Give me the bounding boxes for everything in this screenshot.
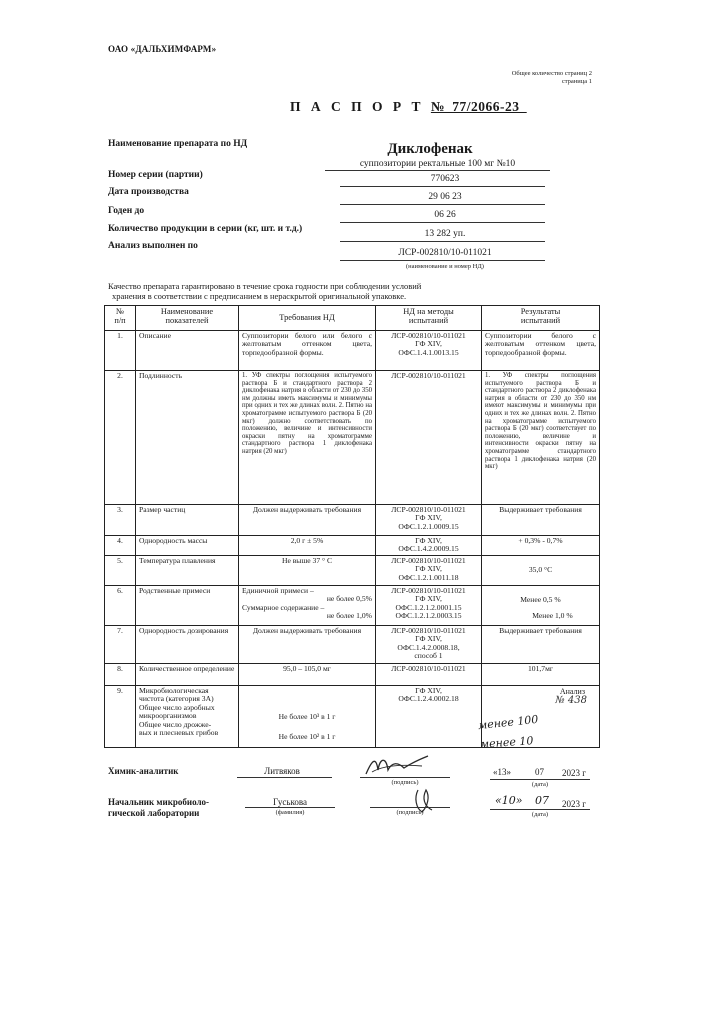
analysis-value: ЛСР-002810/10-011021 [398, 248, 492, 258]
row-requirement: 95,0 – 105,0 мг [239, 664, 376, 686]
row-requirement: Должен выдерживать требования [239, 505, 376, 536]
table-row [105, 536, 600, 556]
head-date-month: 07 [535, 794, 549, 807]
table-row [105, 331, 600, 371]
handwritten-result-a: менее 100 [477, 712, 539, 733]
date-caption: (дата) [531, 781, 549, 788]
chemist-date-year: 2023 г [562, 768, 586, 778]
row-methods: ЛСР-002810/10-011021 ГФ XIV, ОФС.1.4.2.0008.18, способ 1 [376, 626, 482, 664]
analysis-note: (наименование и номер НД) [406, 263, 484, 270]
production-date-value: 29 06 23 [428, 192, 462, 202]
production-date-label: Дата производства [108, 187, 189, 197]
row-requirement: 1. УФ спектры поглощения испытуемого раствора Б и стандартного раствора 2 диклофенака натрия в области от 230 до 350 нм должны иметь максимумы и минимумы при одних и тех же длинах волн. 2. Пятно на хроматограмме испытуемого раствора Б (20 мкг) должно соответствовать по положению, величине и интенсивности окраски пятну на хроматограмме стандартного раствора 1 диклофенака натрия (20 мкг) [239, 371, 376, 505]
quality-table [104, 305, 600, 748]
row-name: Однородность массы [136, 536, 239, 556]
head-name: Гуськова [272, 797, 307, 807]
row-methods: ГФ XIV, ОФС.1.2.4.0002.18 [376, 686, 482, 748]
divider [490, 779, 590, 780]
signature-caption: (подпись) [396, 809, 424, 816]
guarantee-line-1: Качество препарата гарантировано в течение срока годности при соблюдении условий [108, 281, 422, 291]
divider [360, 777, 450, 778]
divider [245, 807, 335, 808]
chemist-signature-icon [362, 750, 432, 780]
row-name: Температура плавления [136, 556, 239, 586]
row-requirement: Единичной примеси – не более 0,5% Суммарное содержание – не более 1,0% [239, 586, 376, 626]
series-label: Номер серии (партии) [108, 170, 203, 180]
row-requirement: Не выше 37 ° С [239, 556, 376, 586]
row-num: 8. [105, 664, 136, 686]
divider [340, 222, 545, 223]
divider [340, 260, 545, 261]
divider [340, 204, 545, 205]
row-requirement: 2,0 г ± 5% [239, 536, 376, 556]
passport-number: №_77/2066-23_ [430, 99, 527, 114]
table-row [105, 505, 600, 536]
row-result: Суппозитории белого с желтоватым оттенком цвета, торпедообразной формы. [482, 331, 600, 371]
table-row [105, 371, 600, 505]
divider [340, 241, 545, 242]
document-title [290, 99, 527, 115]
row-num: 9. [105, 686, 136, 748]
company-name: ОАО «ДАЛЬХИМФАРМ» [108, 44, 217, 54]
head-date-year: 2023 г [562, 799, 586, 809]
row-methods: ЛСР-002810/10-011021 [376, 371, 482, 505]
row-num: 7. [105, 626, 136, 664]
guarantee-line-2: хранения в соответствии с предписанием в нераскрытой оригинальной упаковке. [112, 291, 407, 301]
col-results-header: Результаты испытаний [482, 306, 600, 331]
row-name: Размер частиц [136, 505, 239, 536]
quantity-label: Количество продукции в серии (кг, шт. и т.д.) [108, 224, 303, 234]
divider [325, 170, 550, 171]
row-name: Микробиологическая чистота (категория 3А) Общее число аэробных микроорганизмов Общее число дрожже- вых и плесневых грибов [136, 686, 239, 748]
chemist-label: Химик-аналитик [108, 766, 179, 776]
row-methods: ЛСР-002810/10-011021 ГФ XIV, ОФС.1.2.1.0011.18 [376, 556, 482, 586]
page-total: Общее количество страниц 2 [511, 70, 592, 77]
page-current: страница 1 [561, 78, 592, 85]
expiry-value: 06 26 [434, 210, 456, 220]
row-methods: ГФ XIV, ОФС.1.4.2.0009.15 [376, 536, 482, 556]
chemist-name: Литвяков [264, 766, 300, 776]
col-name-header: Наименование показателей [136, 306, 239, 331]
page-count [512, 70, 592, 86]
row-result: Менее 0,5 % Менее 1,0 % [482, 586, 600, 626]
col-req-header: Требования НД [239, 306, 376, 331]
expiry-label: Годен до [108, 206, 145, 216]
date-caption: (дата) [531, 811, 549, 818]
quantity-value: 13 282 уп. [424, 229, 466, 239]
row-num: 6. [105, 586, 136, 626]
table-row [105, 664, 600, 686]
row-requirement: Суппозитории белого или белого с желтоватым оттенком цвета, торпедообразной формы. [239, 331, 376, 371]
drug-name: Диклофенак [387, 141, 473, 157]
row-methods: ЛСР-002810/10-011021 ГФ XIV, ОФС.1.2.1.2.0001.15 ОФС.1.2.1.2.0003.15 [376, 586, 482, 626]
row-result: 101,7мг [482, 664, 600, 686]
row-result: 35,0 °С [482, 556, 600, 586]
row-name: Количественное определение [136, 664, 239, 686]
row-requirement: Не более 10³ в 1 г Не более 10² в 1 г [239, 686, 376, 748]
head-label: Начальник микробиоло- гической лаборатории [108, 797, 210, 818]
head-date-day: «10» [495, 794, 523, 807]
row-num: 1. [105, 331, 136, 371]
col-methods-header: НД на методы испытаний [376, 306, 482, 331]
table-row [105, 556, 600, 586]
drug-name-label: Наименование препарата по НД [108, 139, 248, 149]
row-result: + 0,3% - 0,7% [482, 536, 600, 556]
table-header-row [105, 306, 600, 331]
row-requirement: Должен выдерживать требования [239, 626, 376, 664]
row-num: 3. [105, 505, 136, 536]
row-methods: ЛСР-002810/10-011021 ГФ XIV, ОФС.1.4.1.0013.15 [376, 331, 482, 371]
guarantee-text [108, 281, 421, 301]
drug-form: суппозитории ректальные 100 мг №10 [359, 159, 516, 169]
row-name: Родственные примеси [136, 586, 239, 626]
row-methods: ЛСР-002810/10-011021 [376, 664, 482, 686]
chemist-date-month: 07 [535, 767, 544, 777]
row-result: Выдерживает требования [482, 505, 600, 536]
divider [237, 777, 332, 778]
row-name: Однородность дозирования [136, 626, 239, 664]
analysis-label: Анализ выполнен по [108, 241, 198, 251]
chemist-date-day: «13» [493, 767, 511, 777]
table-row [105, 626, 600, 664]
row-result: Выдерживает требования [482, 626, 600, 664]
surname-caption: (фамилия) [275, 809, 305, 816]
row-result: 1. УФ спектры поглощения испытуемого раствора Б и стандартного раствора 2 диклофенака натрия в области от 230 до 350 нм имеют максимумы и минимумы при одних и тех же длинах волн. 2. Пятно на хроматограмме испытуемого раствора Б (20 мкг) соответствует по положению, величине и интенсивности окраски пятну на хроматограмме стандартного раствора 1 диклофенака натрия (20 мкг) [482, 371, 600, 505]
col-num-header: № п/п [105, 306, 136, 331]
handwritten-result-b: менее 10 [479, 734, 534, 751]
signature-caption: (подпись) [391, 779, 419, 786]
row-name: Подлинность [136, 371, 239, 505]
row-result: Анализ № 438 [482, 686, 600, 748]
series-value: 770623 [430, 174, 460, 184]
divider [340, 186, 545, 187]
row-methods: ЛСР-002810/10-011021 ГФ XIV, ОФС.1.2.1.0009.15 [376, 505, 482, 536]
row-num: 2. [105, 371, 136, 505]
table-row [105, 586, 600, 626]
divider [370, 807, 450, 808]
row-num: 5. [105, 556, 136, 586]
title-word: П А С П О Р Т [290, 99, 425, 114]
row-name: Описание [136, 331, 239, 371]
row-num: 4. [105, 536, 136, 556]
divider [490, 809, 590, 810]
